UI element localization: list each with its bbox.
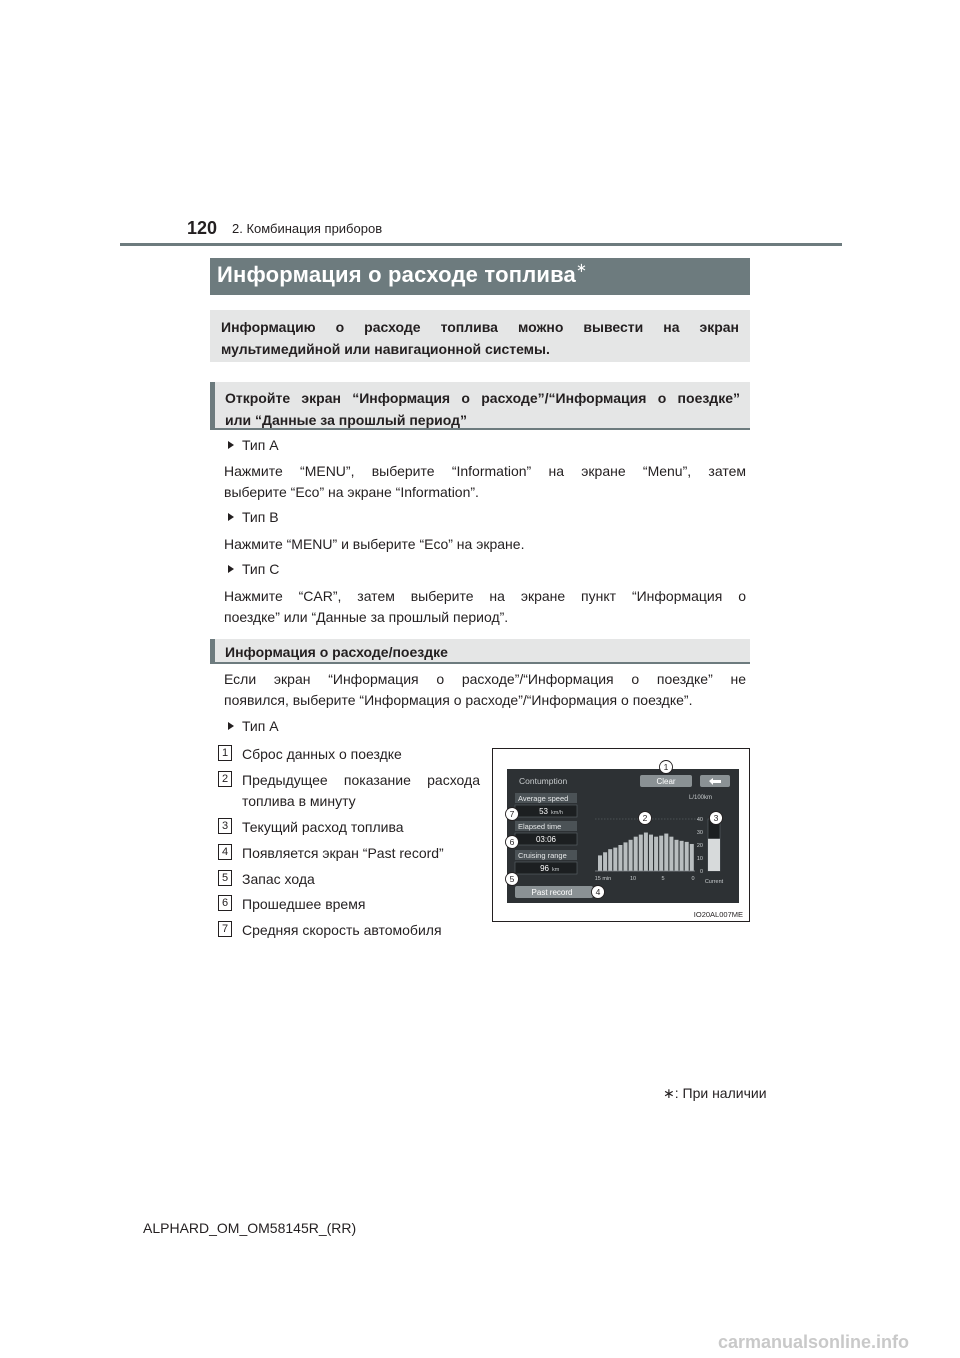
unit-label: L/100km <box>689 795 713 801</box>
callout-number: 6 <box>509 837 515 848</box>
y-tick-label: 0 <box>699 869 703 875</box>
range-label: Cruising range <box>518 851 567 860</box>
consumption-bar <box>634 837 638 871</box>
intro-line-1: Информацию о расходе топлива можно вывести на экран <box>221 319 739 335</box>
intro-box <box>210 310 750 362</box>
callout-number: 2 <box>218 771 232 787</box>
consumption-bar <box>608 849 612 871</box>
avg-speed-label: Average speed <box>518 794 569 803</box>
consumption-bar <box>624 842 628 871</box>
consumption-bar <box>618 845 622 871</box>
type-c-label: Тип C <box>228 561 279 577</box>
range-value: 96 <box>540 864 549 873</box>
subsection-heading-line-2: или “Данные за прошлый период” <box>225 412 467 428</box>
triangle-bullet-icon <box>228 513 234 521</box>
callout-number: 7 <box>218 921 232 937</box>
subsection-heading-line-1: Откройте экран “Информация о расходе”/“Информация о поездке” <box>225 390 740 406</box>
callout-number: 7 <box>509 809 515 820</box>
consumption-bar <box>680 841 684 871</box>
callout-number: 4 <box>218 844 232 860</box>
consumption-bar <box>649 835 653 871</box>
section-title-bar <box>210 258 750 295</box>
availability-mark: ∗ <box>575 260 588 275</box>
callout-number: 6 <box>218 895 232 911</box>
consumption-bar <box>629 840 633 871</box>
figure-code: IO20AL007ME <box>693 910 743 919</box>
x-tick-label: 0 <box>691 876 695 882</box>
triangle-bullet-icon <box>228 565 234 573</box>
section-title: Информация о расходе топлива <box>217 262 576 287</box>
avg-speed-unit: km/h <box>551 810 563 816</box>
callout-number: 3 <box>218 818 232 834</box>
x-tick-label: 5 <box>661 876 665 882</box>
current-label: Current <box>704 879 724 885</box>
consumption-bar <box>675 840 679 871</box>
consumption-paragraph: Если экран “Информация о расходе”/“Информация о поездке” не появился, выберите “Информация о расходе”/“Информация о поездке”. <box>224 671 746 708</box>
triangle-bullet-icon <box>228 441 234 449</box>
type-a-label-2: Тип A <box>228 718 279 734</box>
elapsed-label: Elapsed time <box>518 822 562 831</box>
intro-line-2: мультимедийной или навигационной системы. <box>221 341 550 357</box>
callout-number: 1 <box>663 762 669 773</box>
consumption-bar <box>598 855 602 871</box>
callout-number: 5 <box>509 874 515 885</box>
callout-number: 1 <box>218 745 232 761</box>
type-a-label: Тип A <box>228 437 279 453</box>
triangle-bullet-icon <box>228 722 234 730</box>
page-number: 120 <box>187 218 218 238</box>
footnote: ∗: При наличии <box>663 1085 767 1101</box>
consumption-screen-illustration <box>493 749 749 921</box>
subsection-heading-open-screen <box>210 382 750 430</box>
consumption-bar <box>639 835 643 871</box>
type-b-text: Нажмите “MENU” и выберите “Eco” на экране. <box>224 536 525 552</box>
past-record-label: Past record <box>531 888 573 897</box>
clear-button-label: Clear <box>656 777 676 786</box>
callout-number: 4 <box>595 887 601 898</box>
x-tick-label: 10 <box>629 876 637 882</box>
elapsed-value: 03:06 <box>535 835 557 844</box>
consumption-bar <box>613 848 617 871</box>
type-a-text: Нажмите “MENU”, выберите “Information” на экране “Menu”, затем выберите “Eco” на экране “Information”. <box>224 463 746 500</box>
consumption-bar <box>685 842 689 871</box>
consumption-bar <box>664 834 668 871</box>
document-code: ALPHARD_OM_OM58145R_(RR) <box>143 1220 357 1236</box>
type-c-text: Нажмите “CAR”, затем выберите на экране пункт “Информация о поездке” или “Данные за прошлый период”. <box>224 588 746 625</box>
subsection-heading-consumption: Информация о расходе/поездке <box>210 639 750 664</box>
range-unit: km <box>552 867 560 873</box>
type-b-label: Тип B <box>228 509 279 525</box>
avg-speed-value: 53 <box>539 807 548 816</box>
callout-number: 3 <box>713 813 719 824</box>
screen-title: Contumption <box>519 776 568 786</box>
y-tick-label: 20 <box>696 843 703 849</box>
consumption-bar <box>654 837 658 871</box>
consumption-bar <box>659 836 663 871</box>
y-tick-label: 30 <box>696 830 703 836</box>
callout-number: 5 <box>218 870 232 886</box>
consumption-bar <box>669 837 673 871</box>
y-tick-label: 40 <box>696 817 703 823</box>
x-tick-label: 15 min <box>594 876 612 882</box>
header-divider <box>120 243 842 246</box>
consumption-bar <box>690 844 694 871</box>
y-tick-label: 10 <box>696 856 703 862</box>
consumption-bar <box>644 833 648 871</box>
consumption-bar <box>603 852 607 871</box>
chapter-title: 2. Комбинация приборов <box>232 221 383 236</box>
consumption-screen-figure <box>492 748 750 922</box>
watermark: carmanualsonline.info <box>718 1332 910 1352</box>
current-bar <box>708 839 720 871</box>
callout-number: 2 <box>642 813 648 824</box>
